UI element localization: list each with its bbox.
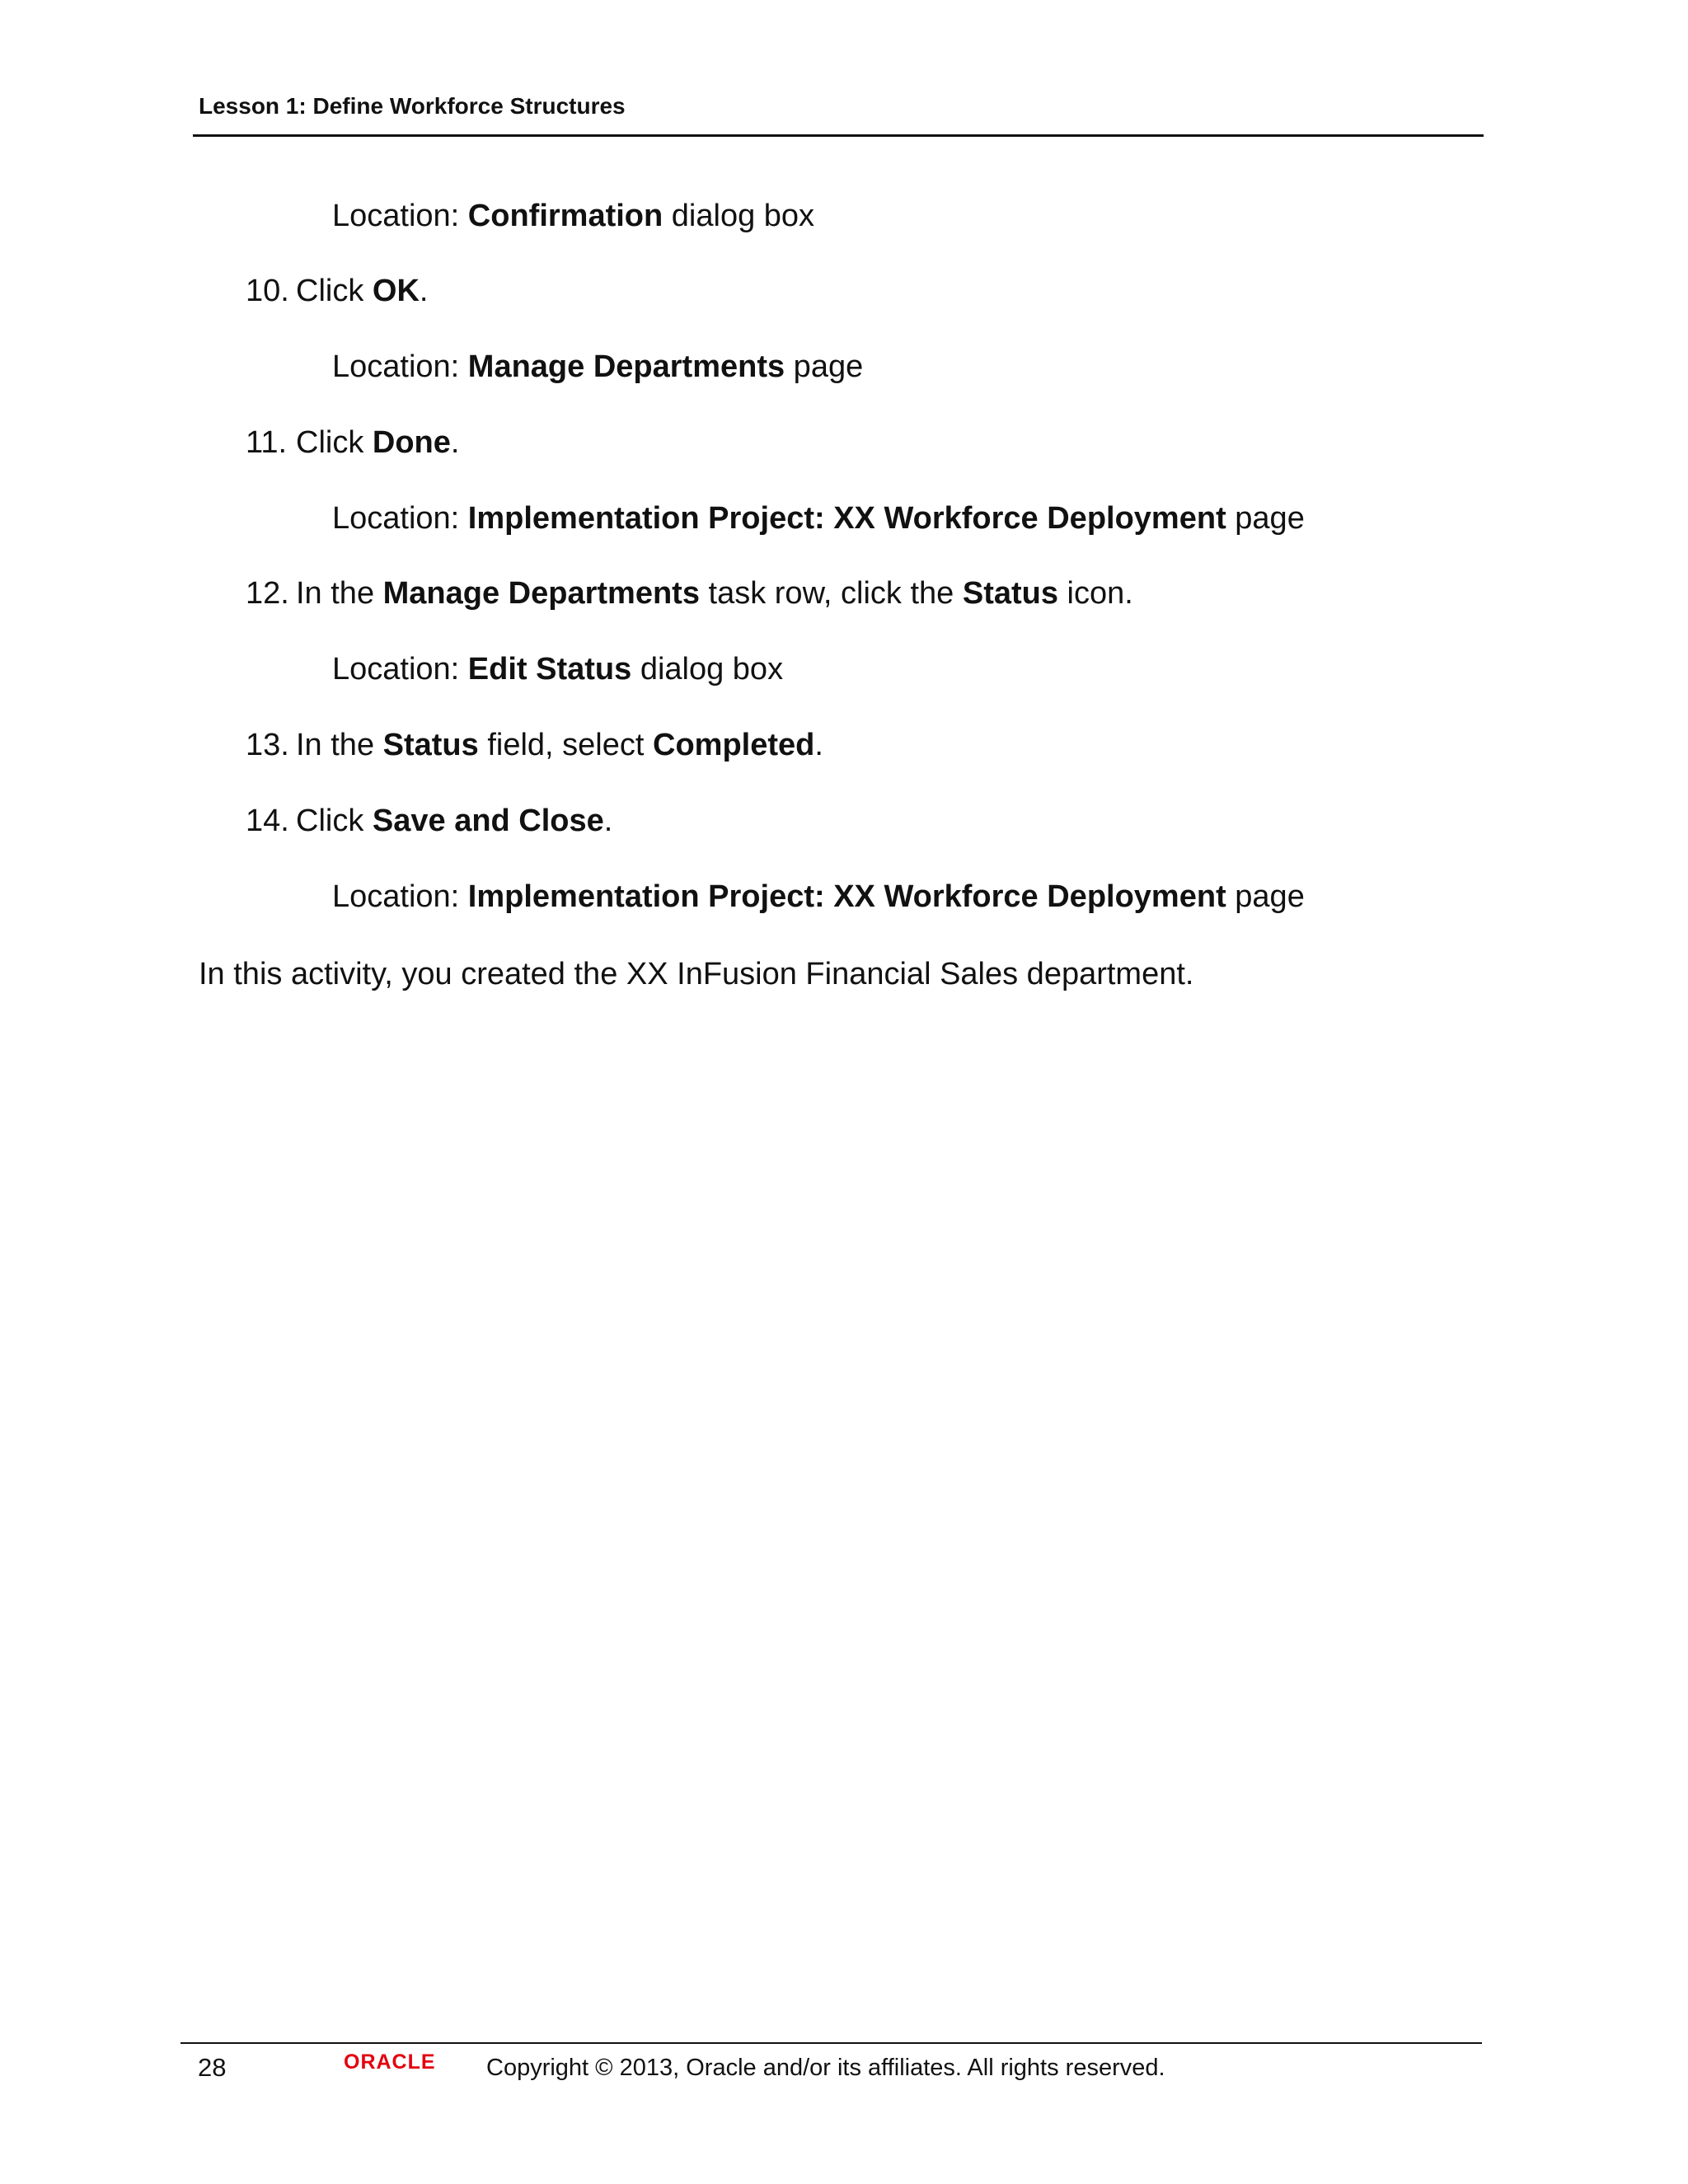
step-text [296,427,459,458]
step-text-bold: Status [962,576,1058,611]
step-text-pre: In the [296,576,383,611]
location-line-implementation-project [332,503,1305,534]
step-text-post: . [450,425,460,460]
location-suffix: page [1226,501,1305,536]
step-text [296,275,428,307]
location-name: Implementation Project: XX Workforce Deployment [467,879,1226,914]
step-text-bold: Save and Close [372,804,604,838]
location-line-implementation-project-2 [332,881,1305,912]
step-number: 14. [246,804,289,838]
location-name: Implementation Project: XX Workforce Deployment [467,501,1226,536]
step-number: 12. [246,576,289,611]
location-name: Confirmation [467,199,663,233]
location-label: Location: [332,879,468,914]
step-text-pre: Click [296,425,373,460]
location-label: Location: [332,652,468,687]
step-text-post: icon. [1058,576,1133,611]
step-text-bold: OK [372,274,420,308]
location-label: Location: [332,349,468,384]
step-text-pre: Click [296,804,373,838]
location-name: Manage Departments [467,349,785,384]
step-text-bold: Done [372,425,451,460]
step-text [296,805,612,837]
location-suffix: dialog box [663,199,815,233]
step-text-bold: Status [382,728,479,762]
location-line-confirmation [332,200,814,232]
footer-rule [181,2042,1482,2044]
oracle-logo [344,2050,469,2074]
step-number: 11. [246,425,288,460]
step-text-bold: Completed [653,728,815,762]
step-text-mid: task row, click the [699,576,963,611]
conclusion-text: In this activity, you created the XX InFusion Financial Sales department. [199,957,1194,991]
location-suffix: page [1226,879,1305,914]
location-label: Location: [332,501,468,536]
location-line-manage-departments [332,351,863,382]
header-rule [193,134,1484,137]
step-text-post: . [603,804,613,838]
step-text [296,729,823,761]
footer-copyright: Copyright © 2013, Oracle and/or its affiliates. All rights reserved. [486,2055,1165,2081]
step-text-post: . [419,274,429,308]
step-text-post: . [814,728,823,762]
location-line-edit-status [332,654,783,685]
step-text-bold: Manage Departments [382,576,700,611]
svg-text:ORACLE: ORACLE [344,2050,436,2074]
step-text-pre: Click [296,274,373,308]
footer-page-number: 28 [198,2053,227,2082]
location-suffix: page [785,349,864,384]
step-number: 10. [246,274,289,308]
step-text-pre: In the [296,728,383,762]
location-label: Location: [332,199,468,233]
location-name: Edit Status [467,652,632,687]
step-text [296,578,1133,609]
step-number: 13. [246,728,289,762]
step-text-mid: field, select [478,728,653,762]
location-suffix: dialog box [631,652,784,687]
page-header-title: Lesson 1: Define Workforce Structures [199,93,626,119]
